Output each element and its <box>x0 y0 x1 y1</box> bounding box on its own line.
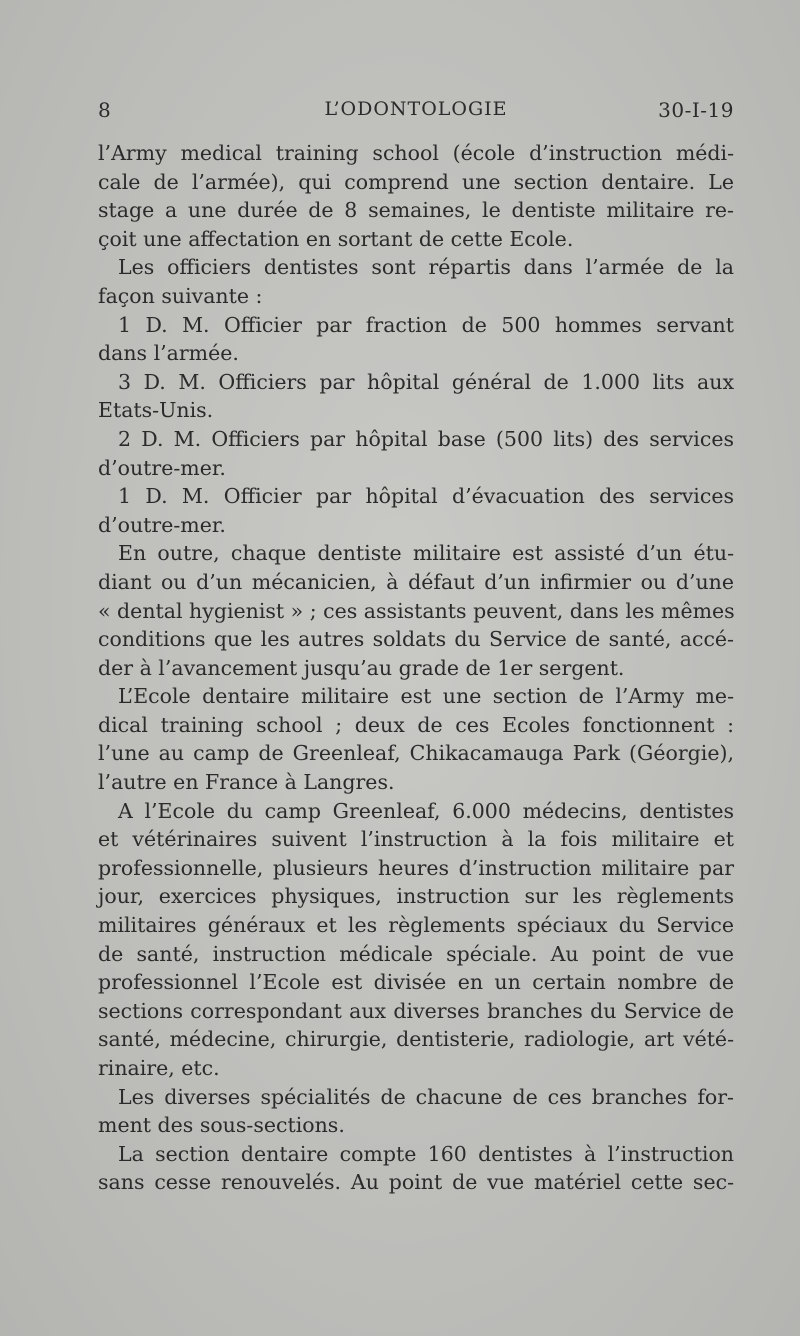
text-line: sans cesse renouvelés. Au point de vue matériel cette sec- <box>98 1170 734 1195</box>
issue-date: 30-I-19 <box>658 98 734 122</box>
text-line: 1 D. M. Officier par fraction de 500 hommes servant <box>118 312 734 337</box>
text-line: A l’Ecole du camp Greenleaf, 6.000 médecins, dentistes <box>118 798 734 823</box>
text-line: d’outre-mer. <box>98 512 226 537</box>
text-line: professionnelle, plusieurs heures d’instruction militaire par <box>98 855 734 880</box>
text-line: conditions que les autres soldats du Service de santé, accé- <box>98 627 734 652</box>
text-line: L’Ecole dentaire militaire est une section de l’Army me- <box>118 684 734 709</box>
text-line: çoit une affectation en sortant de cette Ecole. <box>98 226 574 251</box>
text-line: rinaire, etc. <box>98 1056 220 1080</box>
text-line: ment des sous-sections. <box>98 1113 345 1138</box>
text-line: Les diverses spécialités de chacune de ces branches for- <box>118 1084 734 1109</box>
text-line: façon suivante : <box>98 283 263 308</box>
text-line: l’autre en France à Langres. <box>98 770 395 795</box>
page-number: 8 <box>98 98 112 122</box>
text-line: dical training school ; deux de ces Ecoles fonctionnent : <box>98 712 734 737</box>
text-line: der à l’avancement jusqu’au grade de 1er sergent. <box>98 655 625 680</box>
text-line: sections correspondant aux diverses branches du Service de <box>98 998 734 1023</box>
text-line: diant ou d’un mécanicien, à défaut d’un infirmier ou d’une <box>98 569 734 594</box>
text-line: 1 D. M. Officier par hôpital d’évacuation des services <box>118 484 734 509</box>
text-line: l’Army medical training school (école d’instruction médi- <box>98 141 734 165</box>
text-line: 2 D. M. Officiers par hôpital base (500 lits) des services <box>118 426 734 451</box>
text-line: de santé, instruction médicale spéciale. Au point de vue <box>98 941 734 966</box>
text-line: stage a une durée de 8 semaines, le dentiste militaire re- <box>98 198 734 223</box>
text-line: jour, exercices physiques, instruction sur les règlements <box>98 884 734 909</box>
text-line: « dental hygienist » ; ces assistants peuvent, dans les mêmes <box>98 598 735 623</box>
text-line: l’une au camp de Greenleaf, Chikacamauga Park (Géorgie), <box>98 741 734 766</box>
text-line: En outre, chaque dentiste militaire est assisté d’un étu- <box>118 541 734 566</box>
text-line: d’outre-mer. <box>98 455 226 480</box>
body-text <box>98 139 734 1197</box>
text-line: professionnel l’Ecole est divisée en un certain nombre de <box>98 970 734 995</box>
text-line: et vétérinaires suivent l’instruction à la fois militaire et <box>98 827 734 852</box>
text-line: cale de l’armée), qui comprend une section dentaire. Le <box>98 169 734 194</box>
text-line: 3 D. M. Officiers par hôpital général de 1.000 lits aux <box>118 369 734 394</box>
text-line: Etats-Unis. <box>98 398 214 423</box>
text-line: dans l’armée. <box>98 341 239 366</box>
text-line: militaires généraux et les règlements spéciaux du Service <box>98 913 734 938</box>
running-header <box>98 98 734 128</box>
text-line: santé, médecine, chirurgie, dentisterie, radiologie, art vété- <box>98 1027 734 1052</box>
text-line: La section dentaire compte 160 dentistes à l’instruction <box>118 1141 734 1166</box>
text-line: Les officiers dentistes sont répartis dans l’armée de la <box>118 255 734 280</box>
journal-title: L’ODONTOLOGIE <box>324 98 508 120</box>
